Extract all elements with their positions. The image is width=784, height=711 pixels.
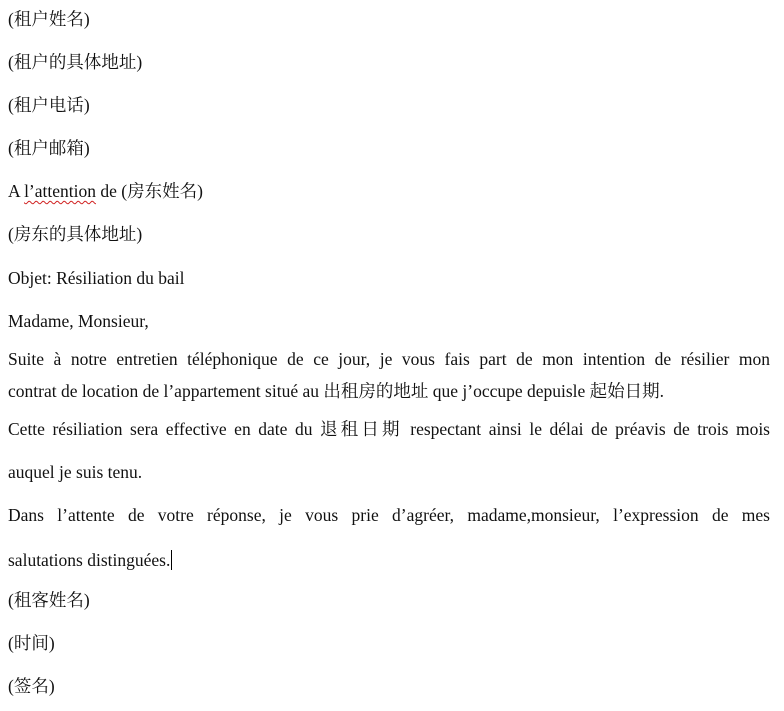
text-cursor (171, 550, 172, 570)
paragraph-3-line-2-wrap (8, 550, 172, 570)
attention-suffix: de (房东姓名) (100, 181, 203, 201)
paragraph-2-line-1: Cette résiliation sera effective en date du 退租日期 respectant ainsi le délai de préavis de trois mois (8, 419, 770, 439)
tenant-address: (租户的具体地址) (8, 52, 143, 72)
paragraph-3-line-1: Dans l’attente de votre réponse, je vous prie d’agréer, madame,monsieur, l’expression de mes (8, 505, 770, 525)
attention-prefix: A (8, 181, 20, 201)
attention-line (8, 183, 203, 201)
salutation: Madame, Monsieur, (8, 311, 149, 331)
paragraph-1-line-2: contrat de location de l’appartement situé au 出租房的地址 que j’occupe depuisle 起始日期. (8, 381, 665, 401)
landlord-address: (房东的具体地址) (8, 224, 143, 244)
signer-name: (租客姓名) (8, 590, 90, 610)
paragraph-3-line-2: salutations distinguées. (8, 550, 171, 570)
tenant-phone: (租户电话) (8, 95, 90, 115)
tenant-name: (租户姓名) (8, 9, 90, 29)
paragraph-1-line-1: Suite à notre entretien téléphonique de ce jour, je vous fais part de mon intention de résilier mon (8, 349, 770, 369)
tenant-email: (租户邮箱) (8, 138, 90, 158)
signature: (签名) (8, 676, 55, 696)
closing-date: (时间) (8, 633, 55, 653)
subject-line: Objet: Résiliation du bail (8, 268, 185, 288)
paragraph-2-line-2: auquel je suis tenu. (8, 462, 143, 482)
spellcheck-flagged-word[interactable]: l’attention (24, 181, 96, 201)
